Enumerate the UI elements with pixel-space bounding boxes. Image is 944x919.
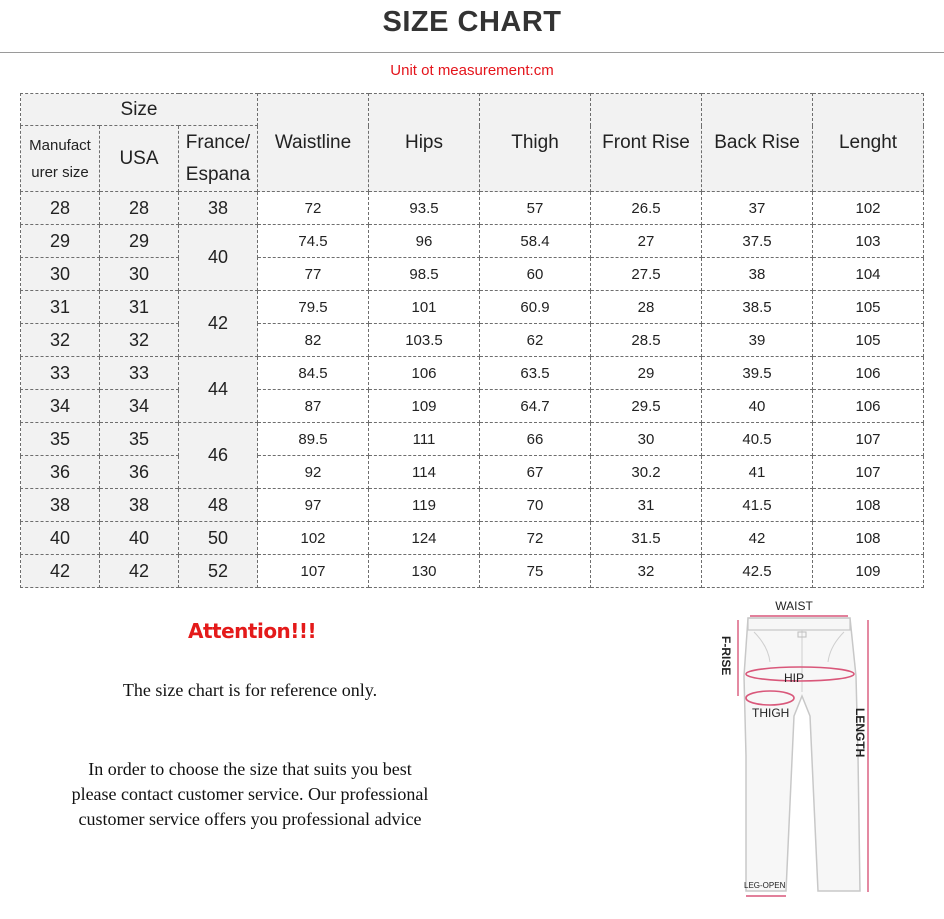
measurement-cell: 27 [591,225,702,258]
measurement-cell: 102 [813,192,924,225]
measurement-cell: 39 [702,324,813,357]
usa-size-cell: 38 [100,489,179,522]
usa-size-cell: 29 [100,225,179,258]
table-row [21,489,924,522]
table-row [21,192,924,225]
pants-measurement-diagram [710,596,890,906]
measurement-cell: 42.5 [702,555,813,588]
measurement-cell: 109 [813,555,924,588]
manufacturer-size-cell: 42 [21,555,100,588]
measurement-cell: 101 [369,291,480,324]
length-label: LENGTH [853,708,867,758]
attention-heading: Attention!!! [188,619,317,643]
usa-size-cell: 31 [100,291,179,324]
measurement-cell: 119 [369,489,480,522]
measurement-cell: 58.4 [480,225,591,258]
f-rise-label: F-RISE [719,636,733,676]
manufacturer-size-cell: 32 [21,324,100,357]
table-row [21,258,924,291]
measurement-cell: 72 [258,192,369,225]
measurement-cell: 41.5 [702,489,813,522]
manufacturer-size-cell: 35 [21,423,100,456]
measurement-cell: 103.5 [369,324,480,357]
measurement-cell: 72 [480,522,591,555]
measurement-cell: 28.5 [591,324,702,357]
france-size-cell: 38 [179,192,258,225]
measurement-cell: 60.9 [480,291,591,324]
usa-size-cell: 34 [100,390,179,423]
manufacturer-size-cell: 28 [21,192,100,225]
manufacturer-size-cell: 33 [21,357,100,390]
measurement-cell: 109 [369,390,480,423]
measurement-cell: 130 [369,555,480,588]
usa-size-header: USA [100,126,179,192]
measurement-cell: 29.5 [591,390,702,423]
measurement-cell: 29 [591,357,702,390]
measurement-cell: 106 [813,390,924,423]
measurement-cell: 103 [813,225,924,258]
measurement-cell: 37.5 [702,225,813,258]
measurement-cell: 97 [258,489,369,522]
measurement-cell: 64.7 [480,390,591,423]
manufacturer-size-cell: 34 [21,390,100,423]
size-chart-body [21,192,924,588]
measurement-cell: 98.5 [369,258,480,291]
manufacturer-size-cell: 36 [21,456,100,489]
france-size-header [179,126,258,192]
manufacturer-size-cell: 30 [21,258,100,291]
measurement-cell: 67 [480,456,591,489]
measurement-cell: 84.5 [258,357,369,390]
table-row [21,357,924,390]
measurement-cell: 108 [813,522,924,555]
waist-label: WAIST [775,599,813,613]
measurement-cell: 62 [480,324,591,357]
measurement-cell: 60 [480,258,591,291]
column-header: Hips [369,94,480,192]
measurement-cell: 89.5 [258,423,369,456]
column-header: Front Rise [591,94,702,192]
manufacturer-size-cell: 40 [21,522,100,555]
advice-note-line: In order to choose the size that suits you best [88,759,412,779]
measurement-cell: 30 [591,423,702,456]
measurement-cell: 63.5 [480,357,591,390]
usa-size-cell: 30 [100,258,179,291]
table-row [21,324,924,357]
table-row [21,555,924,588]
unit-note: Unit ot measurement:cm [390,62,554,79]
usa-size-cell: 28 [100,192,179,225]
table-row [21,291,924,324]
france-size-header-line: France/ [185,131,251,153]
france-size-cell: 52 [179,555,258,588]
measurement-cell: 93.5 [369,192,480,225]
measurement-cell: 41 [702,456,813,489]
measurement-cell: 30.2 [591,456,702,489]
measurement-cell: 104 [813,258,924,291]
measurement-cell: 108 [813,489,924,522]
measurement-cell: 107 [258,555,369,588]
measurement-cell: 111 [369,423,480,456]
usa-size-cell: 40 [100,522,179,555]
hip-label: HIP [784,671,805,685]
measurement-cell: 114 [369,456,480,489]
measurement-cell: 74.5 [258,225,369,258]
measurement-cell: 77 [258,258,369,291]
manufacturer-size-cell: 29 [21,225,100,258]
measurement-cell: 27.5 [591,258,702,291]
measurement-cell: 32 [591,555,702,588]
measurement-cell: 82 [258,324,369,357]
size-group-header: Size [21,94,258,126]
table-row [21,522,924,555]
measurement-cell: 75 [480,555,591,588]
title-divider [0,52,944,53]
size-chart-table [20,93,924,588]
measurement-cell: 105 [813,324,924,357]
measurement-cell: 31 [591,489,702,522]
measurement-cell: 40 [702,390,813,423]
measurement-cell: 107 [813,456,924,489]
measurement-cell: 38.5 [702,291,813,324]
table-row [21,456,924,489]
france-size-cell: 40 [179,225,258,291]
advice-note-line: customer service offers you professional advice [78,809,422,829]
measurement-cell: 87 [258,390,369,423]
france-size-cell: 50 [179,522,258,555]
measurement-cell: 40.5 [702,423,813,456]
measurement-cell: 105 [813,291,924,324]
measurement-cell: 26.5 [591,192,702,225]
measurement-cell: 107 [813,423,924,456]
advice-note [20,757,480,832]
measurement-cell: 66 [480,423,591,456]
reference-note: The size chart is for reference only. [122,680,378,700]
manufacturer-size-cell: 31 [21,291,100,324]
manufacturer-size-header-line: urer size [31,163,89,181]
usa-size-cell: 36 [100,456,179,489]
france-size-cell: 48 [179,489,258,522]
measurement-cell: 96 [369,225,480,258]
page-title: SIZE CHART [382,6,562,38]
measurement-cell: 39.5 [702,357,813,390]
column-header: Lenght [813,94,924,192]
measurement-cell: 37 [702,192,813,225]
measurement-cell: 102 [258,522,369,555]
thigh-label: THIGH [752,706,790,720]
measurement-cell: 57 [480,192,591,225]
france-size-cell: 44 [179,357,258,423]
advice-note-line: please contact customer service. Our professional [71,784,429,804]
manufacturer-size-header [21,126,100,192]
measurement-cell: 92 [258,456,369,489]
leg-open-label: LEG-OPEN [744,881,786,890]
column-header: Thigh [480,94,591,192]
usa-size-cell: 32 [100,324,179,357]
measurement-cell: 106 [369,357,480,390]
table-row [21,390,924,423]
measurement-cell: 106 [813,357,924,390]
usa-size-cell: 33 [100,357,179,390]
table-row [21,423,924,456]
manufacturer-size-cell: 38 [21,489,100,522]
france-size-cell: 46 [179,423,258,489]
measurement-cell: 70 [480,489,591,522]
column-header: Waistline [258,94,369,192]
column-header: Back Rise [702,94,813,192]
manufacturer-size-header-line: Manufact [29,136,91,154]
usa-size-cell: 35 [100,423,179,456]
measurement-cell: 124 [369,522,480,555]
france-size-header-line: Espana [185,163,251,185]
usa-size-cell: 42 [100,555,179,588]
measurement-cell: 28 [591,291,702,324]
measurement-cell: 42 [702,522,813,555]
table-row [21,225,924,258]
measurement-cell: 38 [702,258,813,291]
measurement-cell: 79.5 [258,291,369,324]
measurement-cell: 31.5 [591,522,702,555]
france-size-cell: 42 [179,291,258,357]
